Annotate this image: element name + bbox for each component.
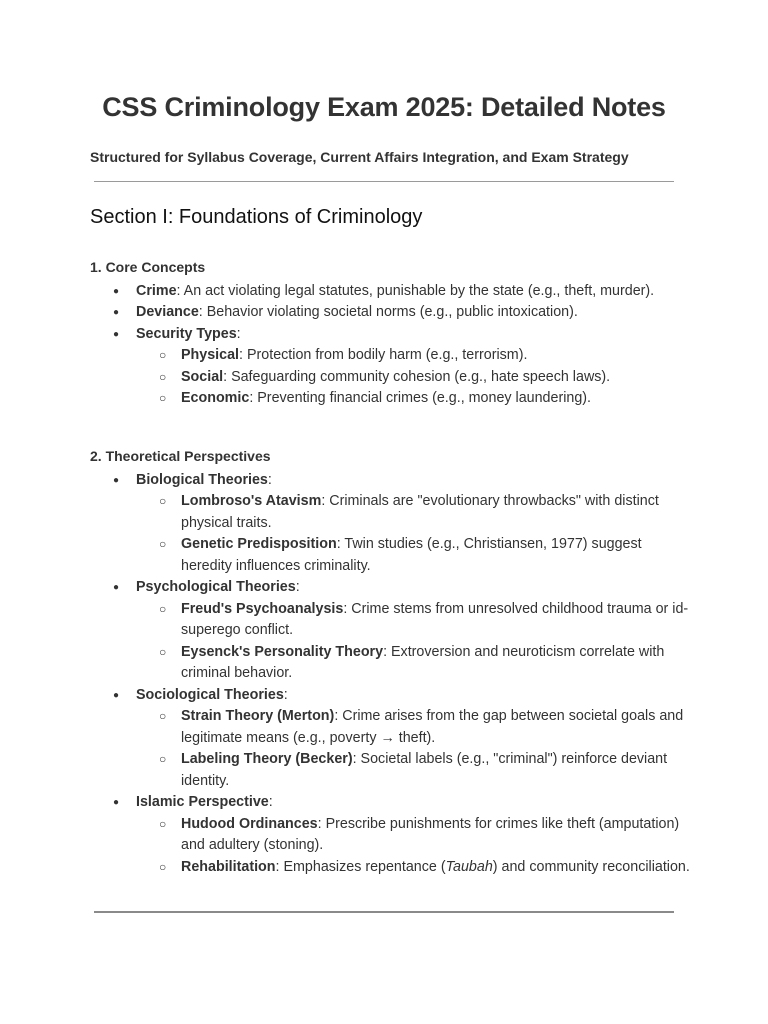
item-text: : Criminals are "evolutionary throwbacks" with distinct physical traits.	[181, 493, 659, 531]
item-text: : Twin studies (e.g., Christiansen, 1977) suggest heredity influences criminality.	[181, 536, 642, 574]
theories-list	[90, 470, 690, 879]
item-text: :	[283, 686, 288, 703]
item-text: :	[236, 325, 241, 342]
item-term: Deviance	[136, 304, 199, 320]
item-term: Lombroso's Atavism	[181, 493, 322, 509]
item-text: : Emphasizes repentance (	[275, 858, 446, 875]
sub-list-item	[136, 749, 690, 792]
item-text: : Crime arises from the gap between societal goals and legitimate means (e.g., poverty → theft).	[181, 708, 684, 746]
item-term: Physical	[181, 347, 240, 363]
psychological-sublist	[136, 599, 690, 685]
section-heading: Section I: Foundations of Criminology	[90, 206, 423, 228]
item-text: :	[268, 794, 273, 810]
theoretical-perspectives-block	[90, 446, 690, 878]
item-term: Islamic Perspective	[136, 794, 269, 810]
list-item	[90, 470, 690, 578]
item-text: : Preventing financial crimes (e.g., money laundering).	[249, 390, 592, 406]
divider-top	[94, 181, 674, 182]
sub-list-item	[136, 534, 690, 577]
item-text: : Safeguarding community cohesion (e.g., hate speech laws).	[223, 368, 611, 385]
item-term: Psychological Theories	[136, 579, 296, 595]
sub-list-item	[136, 388, 690, 410]
sub-list-item	[136, 814, 690, 857]
list-item	[90, 792, 690, 878]
item-text: : Extroversion and neuroticism correlate with criminal behavior.	[181, 643, 665, 681]
core-concepts-heading: 1. Core Concepts	[90, 259, 206, 275]
item-text: ) and community reconciliation.	[492, 858, 690, 875]
item-term: Freud's Psychoanalysis	[181, 600, 344, 617]
sub-list-item	[136, 642, 690, 685]
item-text: : Societal labels (e.g., "criminal") reinforce deviant identity.	[181, 751, 668, 789]
core-concepts-block	[90, 257, 690, 410]
list-item	[90, 281, 690, 303]
islamic-sublist	[136, 814, 690, 879]
sub-list-item	[136, 345, 690, 367]
item-term: Labeling Theory (Becker)	[181, 751, 353, 767]
item-term: Hudood Ordinances	[181, 815, 318, 832]
biological-sublist	[136, 491, 690, 577]
page-title: CSS Criminology Exam 2025: Detailed Notes	[102, 92, 666, 122]
item-text: :	[295, 579, 300, 595]
sub-list-item	[136, 491, 690, 534]
list-item	[90, 577, 690, 685]
item-term: Eysenck's Personality Theory	[181, 643, 384, 660]
security-sublist	[136, 345, 690, 410]
divider-bottom	[94, 911, 674, 913]
item-text: : An act violating legal statutes, punishable by the state (e.g., theft, murder).	[176, 282, 655, 299]
sub-list-item	[136, 599, 690, 642]
list-item	[90, 302, 690, 324]
sociological-sublist	[136, 706, 690, 792]
core-concepts-list	[90, 281, 690, 410]
item-term: Strain Theory (Merton)	[181, 708, 335, 724]
sub-list-item	[136, 857, 690, 879]
item-term: Biological Theories	[136, 471, 268, 488]
item-text: : Behavior violating societal norms (e.g., public intoxication).	[198, 304, 578, 320]
item-term: Social	[181, 368, 224, 385]
item-term: Economic	[181, 390, 250, 406]
page-subtitle: Structured for Syllabus Coverage, Current Affairs Integration, and Exam Strategy	[90, 149, 629, 165]
item-term: Rehabilitation	[181, 858, 276, 875]
sub-list-item	[136, 706, 690, 749]
item-text: :	[267, 471, 272, 488]
item-term: Security Types	[136, 325, 237, 342]
item-term: Genetic Predisposition	[181, 536, 337, 552]
item-term: Crime	[136, 282, 177, 299]
item-text: : Crime stems from unresolved childhood trauma or id-superego conflict.	[181, 600, 689, 638]
theoretical-perspectives-heading: 2. Theoretical Perspectives	[90, 448, 271, 464]
item-term: Sociological Theories	[136, 686, 284, 703]
list-item	[90, 324, 690, 410]
list-item	[90, 685, 690, 793]
sub-list-item	[136, 367, 690, 389]
item-italic-term: Taubah	[445, 858, 493, 875]
item-text: : Protection from bodily harm (e.g., terrorism).	[239, 347, 528, 363]
item-text: : Prescribe punishments for crimes like theft (amputation) and adultery (stoning).	[181, 815, 680, 853]
